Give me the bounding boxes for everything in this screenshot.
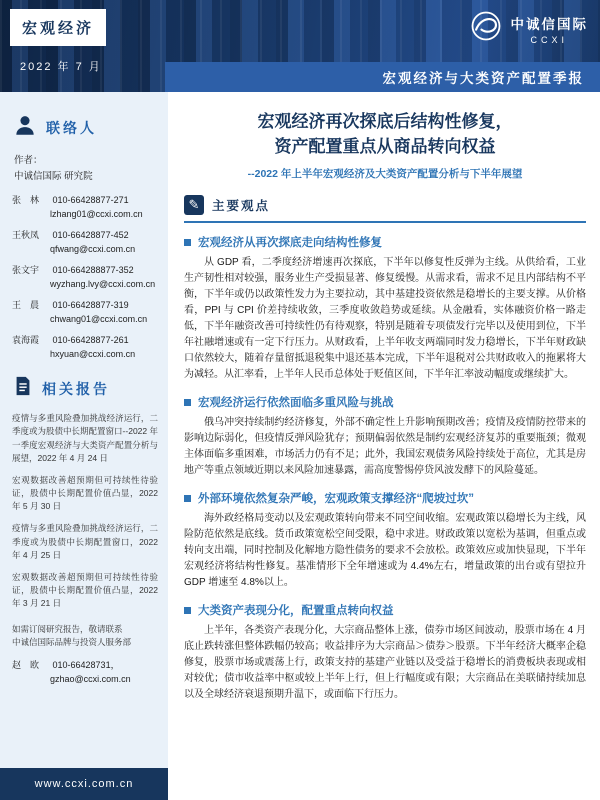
reports-title: 相关报告 <box>42 380 110 397</box>
pen-icon: ✎ <box>184 195 204 215</box>
report-title: 疫情与多重风险叠加挑战经济运行，二季度或为股债中长期配置窗口--2022 年一季度宏观经济与大类资产配置分析与展望， <box>12 413 158 463</box>
bullet-square-icon <box>184 607 191 614</box>
contacts-header <box>12 112 158 143</box>
footer-bar <box>0 768 168 800</box>
website-label: www.ccxi.com.cn <box>34 778 134 790</box>
report-item-date: 2022 年 5 月 30 日 <box>12 488 158 512</box>
report-item-date: 2022 年 4 月 24 日 <box>37 452 108 463</box>
document-icon <box>12 375 34 402</box>
contact-name: 王秋凤 <box>12 230 40 241</box>
sidebar <box>0 92 168 768</box>
contact-item <box>12 193 158 219</box>
ccxi-logo-icon <box>468 8 504 49</box>
report-title: 疫情与多重风险叠加挑战经济运行，二季度或为股债中长期配置窗口， <box>12 523 158 547</box>
subscribe-note <box>12 623 158 650</box>
reports-header <box>12 375 158 402</box>
related-report-item <box>12 412 158 465</box>
contact-item <box>12 333 158 359</box>
author-org: 中诚信国际 研究院 <box>14 171 93 183</box>
section-heading: 宏观经济从再次探底走向结构性修复 <box>198 237 382 250</box>
contact-phone: 010-66428877-452 <box>52 230 129 241</box>
contacts-title: 联络人 <box>46 119 97 136</box>
report-title: 宏观数据改善超预期但可持续性待验证，股债中长期配置价值凸显， <box>12 572 158 596</box>
title-line-2: 资产配置重点从商品转向权益 <box>274 136 496 156</box>
related-report-item <box>12 474 158 514</box>
related-report-item <box>12 571 158 611</box>
report-subtitle: --2022 年上半年宏观经济及大类资产配置分析与下半年展望 <box>247 168 523 181</box>
author-block <box>14 153 158 185</box>
header <box>0 0 600 92</box>
report-title <box>184 110 586 159</box>
keypoints-label: 主要观点 <box>212 199 271 214</box>
subscribe-contact-phone: 010-66428731， <box>52 659 120 670</box>
section-heading: 外部环境依然复杂严峻，宏观政策支撑经济“爬坡过坎” <box>198 493 474 506</box>
subscribe-contact-email: gzhao@ccxi.com.cn <box>50 673 131 684</box>
bullet-square-icon <box>184 399 191 406</box>
category-label: 宏观经济 <box>21 20 94 37</box>
section-heading: 大类资产表现分化，配置重点转向权益 <box>198 605 394 618</box>
keypoint-section <box>184 602 586 703</box>
brand-abbr: CCXI <box>530 34 568 45</box>
keypoints-header <box>184 195 586 223</box>
subscribe-line1: 如需订阅研究报告，敬请联系 <box>12 623 123 634</box>
contact-phone: 010-66428877-271 <box>52 195 129 206</box>
contact-phone: 010-66428877-261 <box>52 335 129 346</box>
section-body: 从 GDP 看，二季度经济增速再次探底，下半年以修复性反弹为主线。从供给看，工业生产韧性相对较强，服务业生产受损显著、修复缓慢。从需求看，需求不足且内部结构不平衡，下半年或仍以政策性发力为主要拉动，其中基建投资依然是稳增长的主要支撑。从价格看，PPI 与 CPI 价差持续收敛，三季度收敛趋势或延续。从金融看，实体融资价格一路走低，下半年融资改善可持续性仍有待观察，特别是随着专项债发行完毕以及使用到位，下半年社融增速或有一定下行压力。从财政看，上半年收支两端同时发力稳增长，下半年财政缺口依然较大，随着存量留抵退税集中退还基本完成，下半年退税对公共财政收入的拖累将大为减轻。从汇率看，上半年人民币总体处于贬值区间，下半年汇率波动幅度或继续扩大。 <box>184 257 586 381</box>
contact-email: wyzhang.lvy@ccxi.com.cn <box>50 279 156 290</box>
subscribe-contact <box>12 658 158 684</box>
report-title: 宏观数据改善超预期但可持续性待验证，股债中长期配置价值凸显， <box>12 474 158 499</box>
brand-name: 中诚信国际 <box>510 16 588 32</box>
report-date: 2022 年 7 月 <box>20 61 102 73</box>
contact-name: 张文宇 <box>12 265 40 276</box>
category-box <box>10 9 106 46</box>
report-item-date: 2022 年 4 月 25 日 <box>12 536 158 560</box>
brand <box>468 8 589 49</box>
contact-email: qfwang@ccxi.com.cn <box>50 244 136 255</box>
section-body: 上半年，各类资产表现分化，大宗商品整体上涨，债券市场区间波动，股票市场在 4 月底止跌转涨但整体跌幅仍较高；收益排序为大宗商品＞债券＞股票。下半年经济大概率企稳修复，股票市场或震荡上行，政策支持的基建产业链以及受益于稳增长的消费板块表现或相对较优；债市收益率中枢或较上半年上行，但上行幅度或有限；大宗商品在美联储持续加息以及全球经济衰退预期升温下，或面临下行压力。 <box>184 625 586 701</box>
contact-name: 张 林 <box>12 195 40 206</box>
series-banner <box>165 62 600 92</box>
author-label: 作者： <box>14 155 43 166</box>
contact-name: 王 晨 <box>12 300 40 311</box>
contact-item <box>12 298 158 324</box>
subscribe-contact-name: 赵 欧 <box>12 659 40 670</box>
report-item-date: 2022 年 3 月 21 日 <box>12 585 158 609</box>
section-heading: 宏观经济运行依然面临多重风险与挑战 <box>198 397 394 410</box>
contact-item <box>12 263 158 289</box>
subscribe-line2: 中诚信国际品牌与投资人服务部 <box>12 637 132 648</box>
contact-phone: 010-66428877-319 <box>52 300 129 311</box>
contact-phone: 010-664288877-352 <box>52 265 134 276</box>
keypoint-section <box>184 394 586 479</box>
section-body: 海外政经格局变动以及宏观政策转向带来不同空间收缩。宏观政策以稳增长为主线，风险防范依然是底线。货币政策宽松空间受限，稳中求进。财政政策以宽松为基调，但重点或转向支出端，同时控制及化解地方隐性债务的要求不会放松。政策效应或加快显现，下半年宏观经济将结构性修复。基准情形下全年增速或为 4.4%左右，增量政策的出台或有望拉升 GDP 增速至 4.8%以上。 <box>184 513 586 589</box>
keypoint-section <box>184 234 586 383</box>
related-report-item <box>12 522 158 562</box>
series-banner-label: 宏观经济与大类资产配置季报 <box>382 71 584 86</box>
main-content <box>168 92 600 800</box>
contact-email: hxyuan@ccxi.com.cn <box>50 349 136 360</box>
bullet-square-icon <box>184 495 191 502</box>
section-body: 俄乌冲突持续制约经济修复，外部不确定性上升影响预期改善；疫情及疫情防控带来的影响边际弱化，但疫情反弹风险犹存；预期偏弱依然是制约宏观经济复苏的重要瓶颈；微观主体面临多重困难，市场活力仍有不足；此外，我国宏观债务风险持续处于高位，尤其是房地产等重点领域近期以来风险加速暴露，需高度警惕停贷风波发酵下的风险蔓延。 <box>184 417 586 477</box>
brand-text <box>511 13 589 45</box>
title-line-1: 宏观经济再次探底后结构性修复， <box>257 112 513 131</box>
contact-email: chwang01@ccxi.com.cn <box>50 314 148 325</box>
contact-item <box>12 228 158 254</box>
contact-name: 袁海霞 <box>12 335 40 346</box>
bullet-square-icon <box>184 239 191 246</box>
person-icon <box>12 112 38 143</box>
keypoint-section <box>184 490 586 591</box>
contact-email: lzhang01@ccxi.com.cn <box>50 209 143 220</box>
